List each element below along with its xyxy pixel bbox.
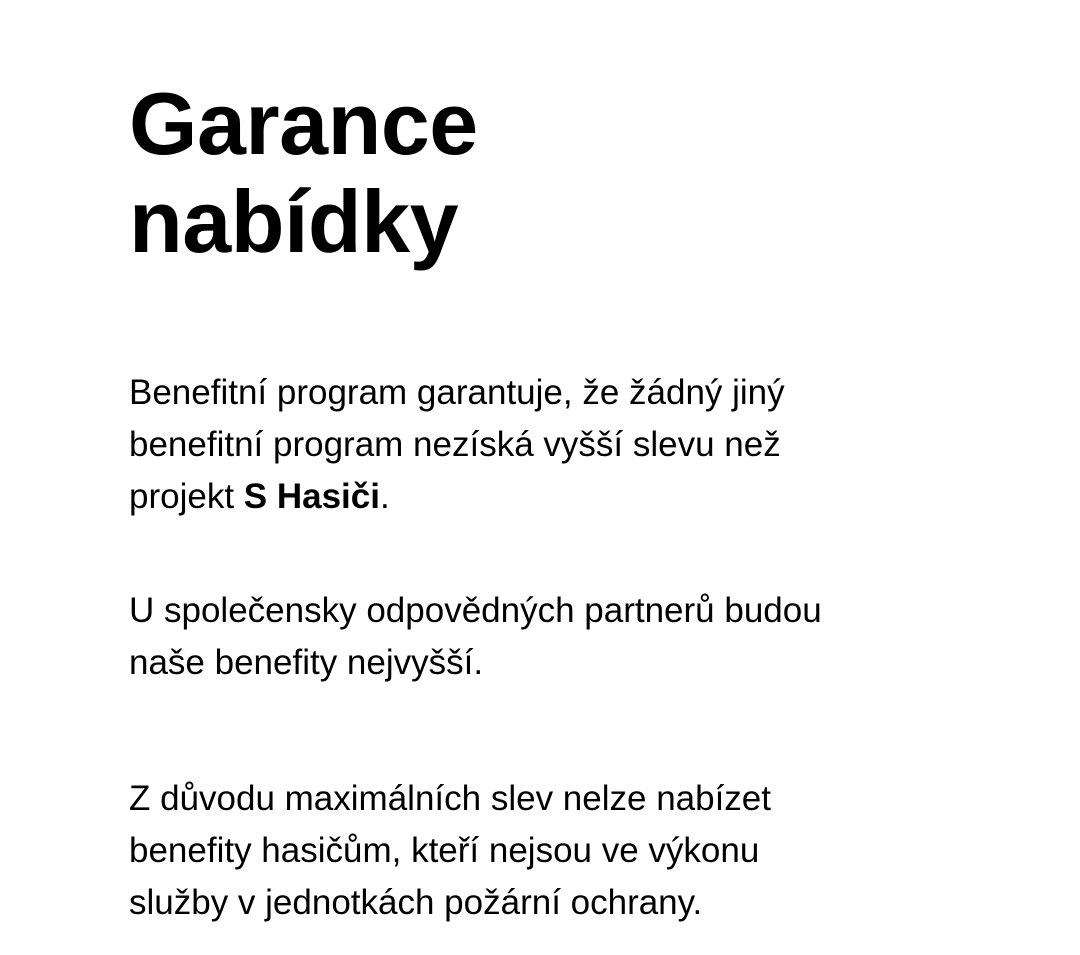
page-title: [129, 75, 959, 271]
paragraph-line: Z důvodu maximálních slev nelze nabízet: [129, 779, 771, 818]
paragraph-line: benefitní program nezíská vyšší slevu než: [129, 425, 781, 464]
paragraph-partners: [129, 585, 959, 689]
project-name: S Hasiči: [243, 477, 380, 516]
paragraph-text: .: [379, 477, 390, 516]
paragraph-line: Benefitní program garantuje, že žádný jiný: [129, 373, 785, 412]
paragraph-line: služby v jednotkách požární ochrany.: [129, 883, 703, 922]
paragraph-line: benefity hasičům, kteří nejsou ve výkonu: [129, 831, 760, 870]
paragraph-line: naše benefity nejvyšší.: [129, 643, 484, 682]
paragraph-line: [129, 471, 959, 523]
page-title-line-1: Garance: [129, 74, 478, 173]
page-title-line-2: nabídky: [129, 172, 459, 271]
paragraph-guarantee: [129, 367, 959, 523]
paragraph-text: projekt: [129, 477, 244, 516]
document-content: [129, 75, 959, 929]
paragraph-line: U společensky odpovědných partnerů budou: [129, 591, 822, 630]
paragraph-restriction: [129, 773, 959, 929]
